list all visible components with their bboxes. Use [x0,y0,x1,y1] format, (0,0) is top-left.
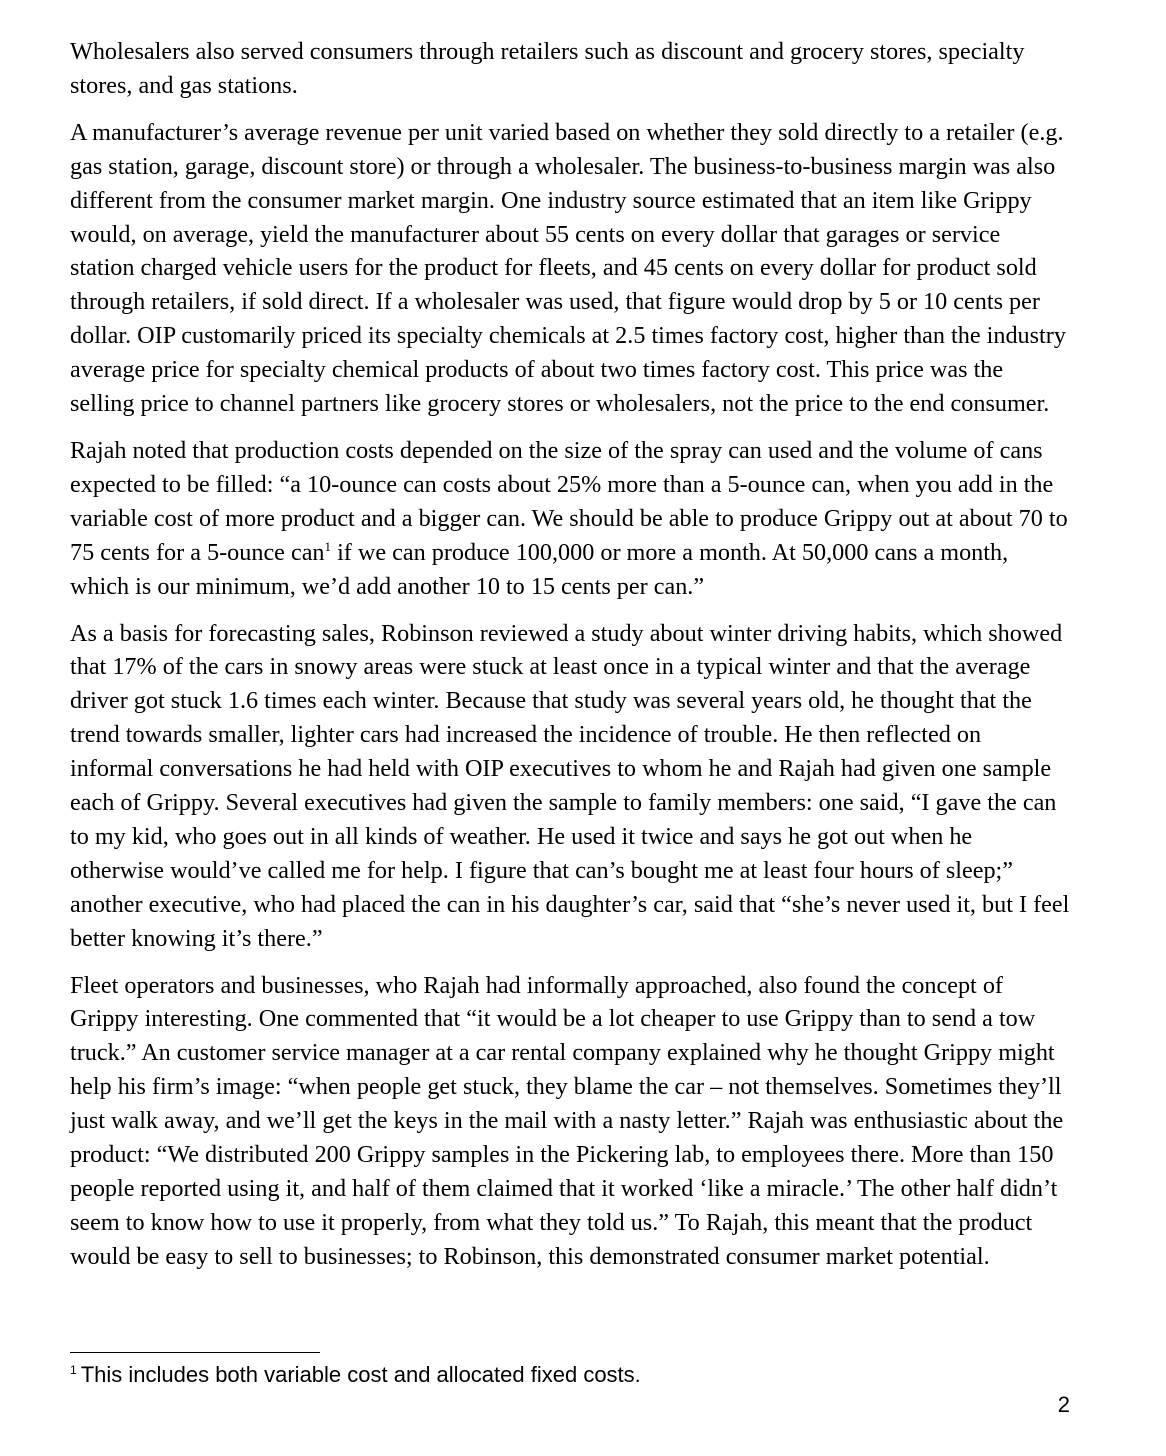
footnote-separator [70,1352,320,1353]
footnote-text: This includes both variable cost and allocated fixed costs. [80,1362,641,1387]
footnote [70,1361,1070,1389]
paragraph-fleet-operators: Fleet operators and businesses, who Rajah had informally approached, also found the concept of Grippy interesting. One commented that “it would be a lot cheaper to use Grippy than to send a tow truck.” An customer service manager at a car rental company explained why he thought Grippy might help his firm’s image: “when people get stuck, they blame the car – not themselves. Sometimes they’ll just walk away, and we’ll get the keys in the mail with a nasty letter.” Rajah was enthusiastic about the product: “We distributed 200 Grippy samples in the Pickering lab, to employees there. More than 150 people reported using it, and half of them claimed that it worked ‘like a miracle.’ The other half didn’t seem to know how to use it properly, from what they told us.” To Rajah, this meant that the product would be easy to sell to businesses; to Robinson, this demonstrated consumer market potential. [70,971,1064,1270]
paragraph-production-costs [70,434,1070,604]
page-number: 2 [1057,1392,1070,1417]
paragraph-wholesalers: Wholesalers also served consumers through retailers such as discount and grocery stores, specialty stores, and gas stations. [70,38,1025,99]
production-costs-text-before: Rajah noted that production costs depended on the size of the spray can used and the volume of cans expected to be filled: “a 10-ounce can costs about 25% more than a 5-ounce can, when you add in the variable cost of more product and a bigger can. We should be able to produce Grippy out at about 70 to 75 cents for a 5-ounce can [70,436,1068,566]
production-costs-text-after: if we can produce 100,000 or more a month. At 50,000 cans a month, which is our minimum, we’d add another 10 to 15 cents per can.” [70,538,1009,600]
footnote-reference[interactable]: 1 [324,538,332,554]
paragraph-forecasting-sales: As a basis for forecasting sales, Robinson reviewed a study about winter driving habits, which showed that 17% of the cars in snowy areas were stuck at least once in a typical winter and that the average driver got stuck 1.6 times each winter. Because that study was several years old, he thought that the trend towards smaller, lighter cars had increased the incidence of trouble. He then reflected on informal conversations he had held with OIP executives to whom he and Rajah had given one sample each of Grippy. Several executives had given the sample to family members: one said, “I gave the can to my kid, who goes out in all kinds of weather. He used it twice and says he got out when he otherwise would’ve called me for help. I figure that can’s bought me at least four hours of sleep;” another executive, who had placed the can in his daughter’s car, said that “she’s never used it, but I feel better knowing it’s there.” [70,619,1070,952]
paragraph-revenue-per-unit: A manufacturer’s average revenue per unit varied based on whether they sold directly to a retailer (e.g. gas station, garage, discount store) or through a wholesaler. The business-to-business margin was also different from the consumer market margin. One industry source estimated that an item like Grippy would, on average, yield the manufacturer about 55 cents on every dollar that garages or service station charged vehicle users for the product for fleets, and 45 cents on every dollar for product sold through retailers, if sold direct. If a wholesaler was used, that figure would drop by 5 or 10 cents per dollar. OIP customarily priced its specialty chemicals at 2.5 times factory cost, higher than the industry average price for specialty chemical products of about two times factory cost. This price was the selling price to channel partners like grocery stores or wholesalers, not the price to the end consumer. [70,118,1066,418]
document-body [70,35,1070,1287]
footnote-marker: 1 [70,1362,77,1377]
